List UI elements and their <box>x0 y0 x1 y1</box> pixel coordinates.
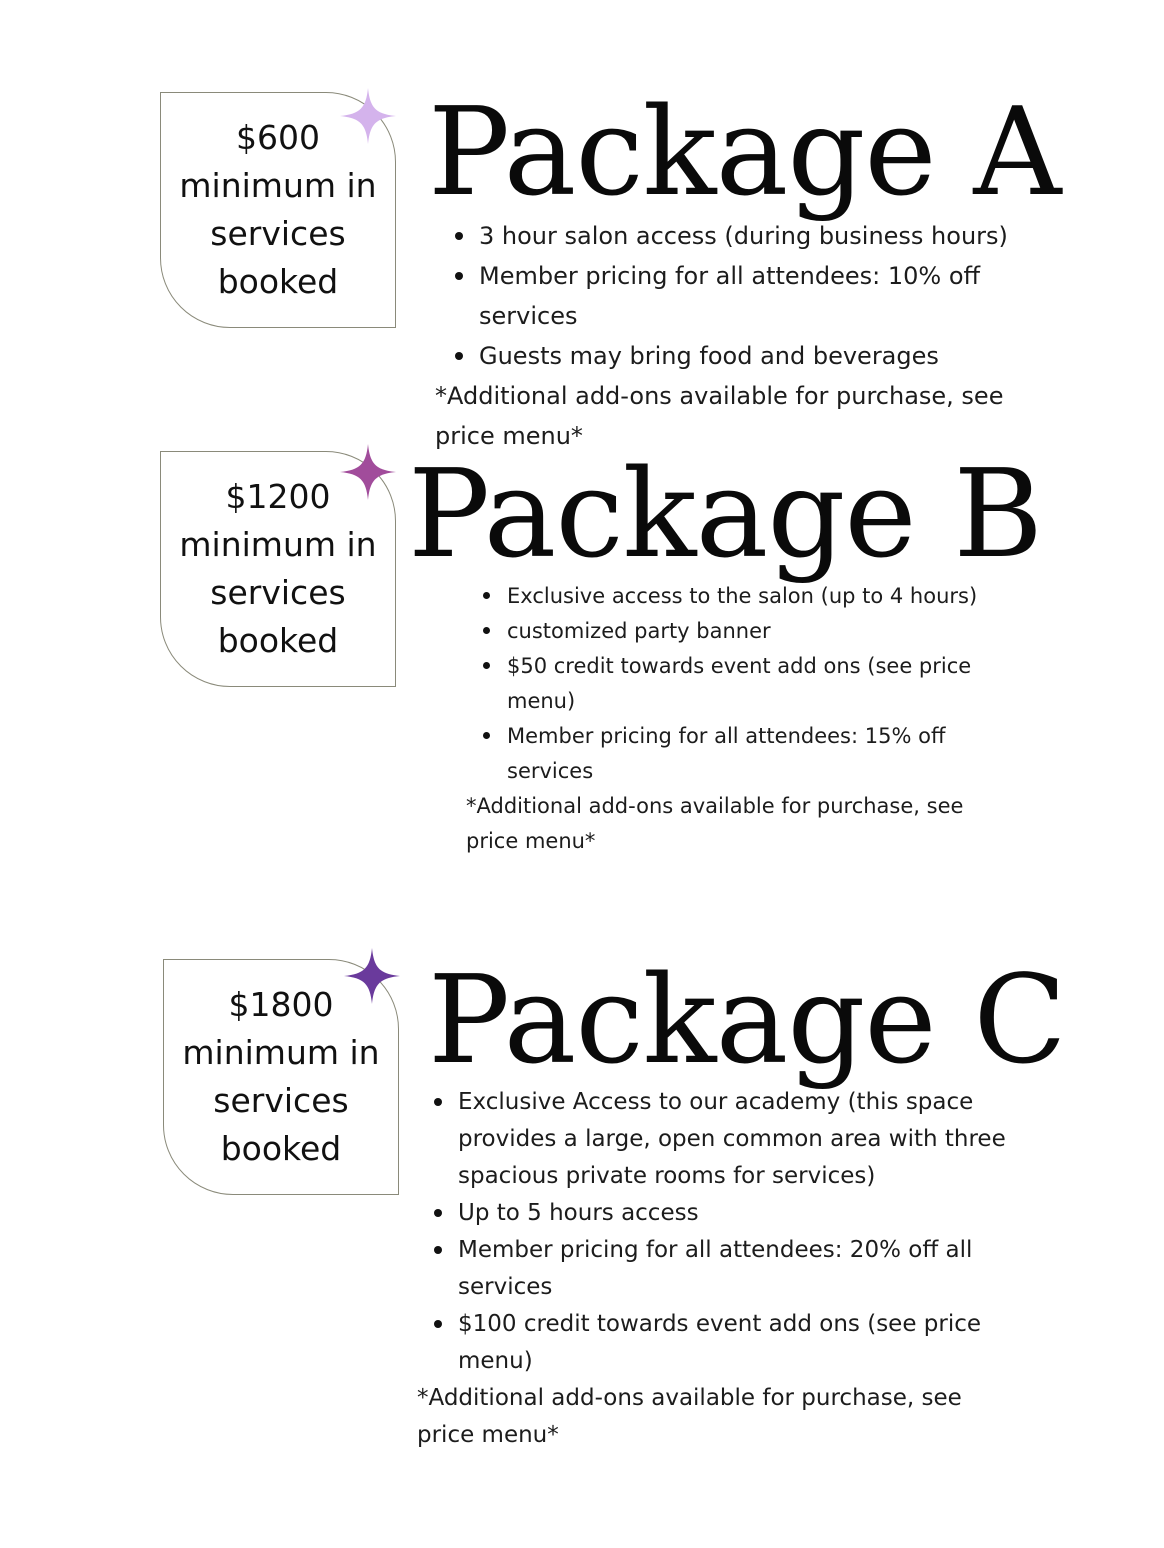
price-line: booked <box>217 621 339 660</box>
package-title: Package C <box>428 949 1066 1091</box>
price-amount: $1800 <box>228 985 334 1024</box>
sparkle-shape <box>340 444 396 500</box>
feature-list <box>434 1084 1014 1380</box>
list-item: Exclusive access to the salon (up to 4 hours) <box>483 579 1013 614</box>
list-item: $100 credit towards event add ons (see price menu) <box>434 1306 1014 1380</box>
sparkle-shape <box>340 88 396 144</box>
price-line: services <box>210 214 346 253</box>
list-item: 3 hour salon access (during business hours) <box>455 216 1045 256</box>
price-line: minimum in <box>179 525 377 564</box>
price-line: services <box>210 573 346 612</box>
price-amount: $1200 <box>225 477 331 516</box>
list-item: Exclusive Access to our academy (this space provides a large, open common area with three spacious private rooms for services) <box>434 1084 1014 1195</box>
price-amount: $600 <box>236 118 320 157</box>
sparkle-shape <box>344 948 400 1004</box>
list-item: customized party banner <box>483 614 1013 649</box>
price-line: minimum in <box>179 166 377 205</box>
price-line: booked <box>217 262 339 301</box>
package-title: Package A <box>428 81 1061 223</box>
price-line: services <box>213 1081 349 1120</box>
addon-note: *Additional add-ons available for purchase, see price menu* <box>466 794 964 853</box>
list-item: Member pricing for all attendees: 15% off services <box>483 719 1013 789</box>
list-item: Member pricing for all attendees: 20% off all services <box>434 1232 1014 1306</box>
list-item: Up to 5 hours access <box>434 1195 1014 1232</box>
addon-note: *Additional add-ons available for purchase, see price menu* <box>417 1385 962 1448</box>
addon-note: *Additional add-ons available for purchase, see price menu* <box>435 382 1004 450</box>
package-title: Package B <box>408 443 1043 585</box>
list-item: Member pricing for all attendees: 10% off services <box>455 256 1045 336</box>
sparkle-icon <box>338 442 398 502</box>
feature-list <box>483 579 1013 789</box>
price-line: minimum in <box>182 1033 380 1072</box>
sparkle-icon <box>338 86 398 146</box>
list-item: $50 credit towards event add ons (see price menu) <box>483 649 1013 719</box>
list-item: Guests may bring food and beverages <box>455 336 1045 376</box>
sparkle-icon <box>342 946 402 1006</box>
price-line: booked <box>220 1129 342 1168</box>
feature-list <box>455 216 1045 376</box>
